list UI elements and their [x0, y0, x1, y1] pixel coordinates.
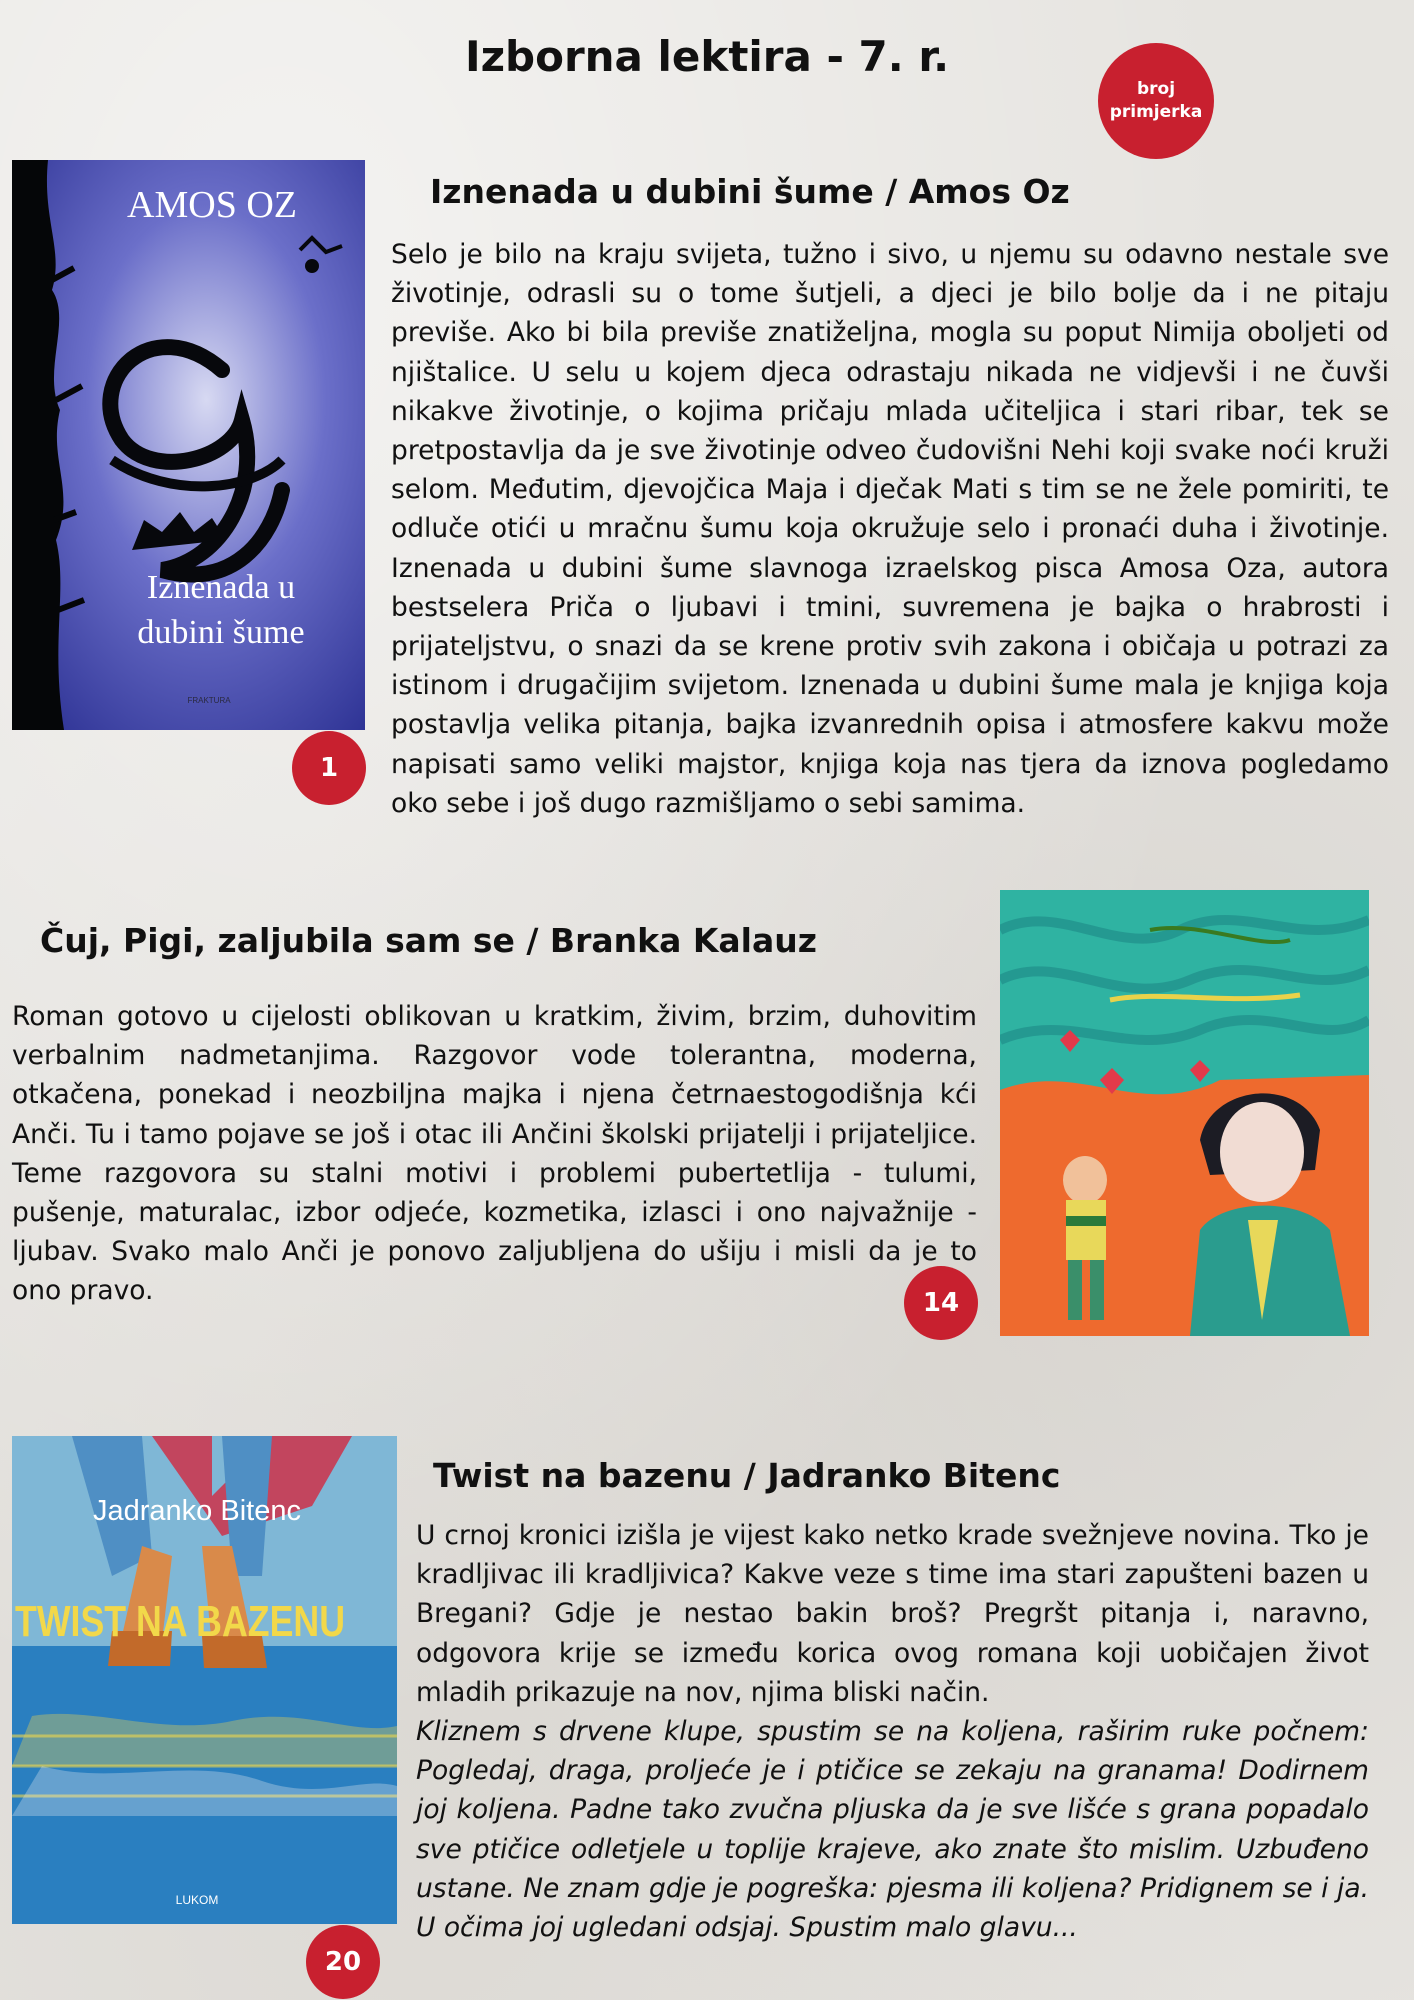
cover-title-line2: dubini šume	[137, 614, 305, 651]
page-title: Izborna lektira - 7. r.	[464, 32, 950, 81]
book-cover-amos-oz	[12, 160, 365, 730]
cover-publisher: LUKOM	[175, 1893, 219, 1907]
book-cover-branka-kalauz	[1000, 890, 1369, 1336]
copy-count: 20	[324, 1947, 362, 1977]
book-description: U crnoj kronici izišla je vijest kako netko krade svežnjeve novina. Tko je kradljivac ili kradljivica? Kakve veze s time ima stari zapušteni bazen u Bregani? Gdje je nestao bakin broš? Pregršt pitanja i, naravno, odgovora krije se između korica ovog romana koji uobičajen život mladih prikazuje na nov, njima bliski način.	[416, 1520, 1369, 1708]
book-description: Roman gotovo u cijelosti oblikovan u kratkim, živim, brzim, duhovitim verbalnim nadmetanjima. Razgovor vode tolerantna, moderna, otkačena, ponekad i neozbiljna majka i njena četrnaestogodišnja kći Anči. Tu i tamo pojave se još i otac ili Ančini školski prijatelji i prijateljice. Teme razgovora su stalni motivi i problemi pubertetlija - tulumi, pušenje, maturalac, izbor odjeće, kozmetika, izlasci i ono najvažnije - ljubav. Svako malo Anči je ponovo zaljubljena do ušiju i misli da je to ono pravo.	[12, 1001, 977, 1307]
copy-count-legend-badge	[1102, 47, 1210, 155]
book-cover-jadranko-bitenc	[12, 1436, 397, 1924]
legend-badge-text: broj primjerka	[1109, 79, 1203, 122]
cover-publisher: FRAKTURA	[187, 696, 231, 705]
book-title: Twist na bazenu / Jadranko Bitenc	[433, 1456, 1061, 1495]
copy-count-badge	[310, 1929, 376, 1995]
book-title: Iznenada u dubini šume / Amos Oz	[430, 172, 1070, 211]
copy-count: 14	[922, 1288, 960, 1318]
cover-author: Jadranko Bitenc	[93, 1495, 301, 1527]
book-quote: Kliznem s drvene klupe, spustim se na koljena, raširim ruke počnem: Pogledaj, draga, proljeće je i ptičice se zekaju na granama! Dodirnem joj koljena. Padne tako zvučna pljuska da je sve lišće s grana popadalo sve ptičice odletjele u toplije krajeve, ako znate što mislim. Uzbuđeno ustane. Ne znam gdje je pogreška: pjesma ili koljena? Pridignem se i ja. U očima joj ugledani odsjaj. Spustim malo glavu...	[416, 1716, 1369, 1944]
copy-count-badge	[908, 1270, 974, 1336]
copy-count: 1	[319, 753, 339, 783]
book-description-block	[416, 1516, 1369, 1947]
cover-title-line1: Iznenada u	[146, 569, 296, 606]
book-title: Čuj, Pigi, zaljubila sam se / Branka Kalauz	[40, 921, 817, 960]
cover-author: AMOS OZ	[127, 184, 297, 226]
cover-title: TWIST NA BAZENU	[15, 1597, 345, 1646]
book-description: Selo je bilo na kraju svijeta, tužno i sivo, u njemu su odavno nestale sve životinje, odrasli su o tome šutjeli, a djeci je bilo bolje da i ne pitaju previše. Ako bi bila previše znatiželjna, mogla su poput Nimija oboljeti od njištalice. U selu u kojem djeca odrastaju nikada ne vidjevši i ne čuvši nikakve životinje, o kojima pričaju mlada učiteljica i stari ribar, tek se pretpostavlja da je sve životinje odveo čudovišni Nehi koji svake noći kruži selom. Međutim, djevojčica Maja i dječak Mati s tim se ne žele pomiriti, te odluče otići u mračnu šumu koja okružuje selo i pronaći duha i životinje. Iznenada u dubini šume slavnoga izraelskog pisca Amosa Oza, autora bestselera Priča o ljubavi i tmini, suvremena je bajka o hrabrosti i prijateljstvu, o snazi da se krene protiv svih zakona i običaja u potrazi za istinom i drugačijim svijetom. Iznenada u dubini šume mala je knjiga koja postavlja velika pitanja, bajka izvanrednih opisa i atmosfere kakvu može napisati samo veliki majstor, knjiga koja nas tjera da iznova pogledamo oko sebe i još dugo razmišljamo o sebi samima.	[391, 239, 1389, 819]
copy-count-badge	[296, 735, 362, 801]
